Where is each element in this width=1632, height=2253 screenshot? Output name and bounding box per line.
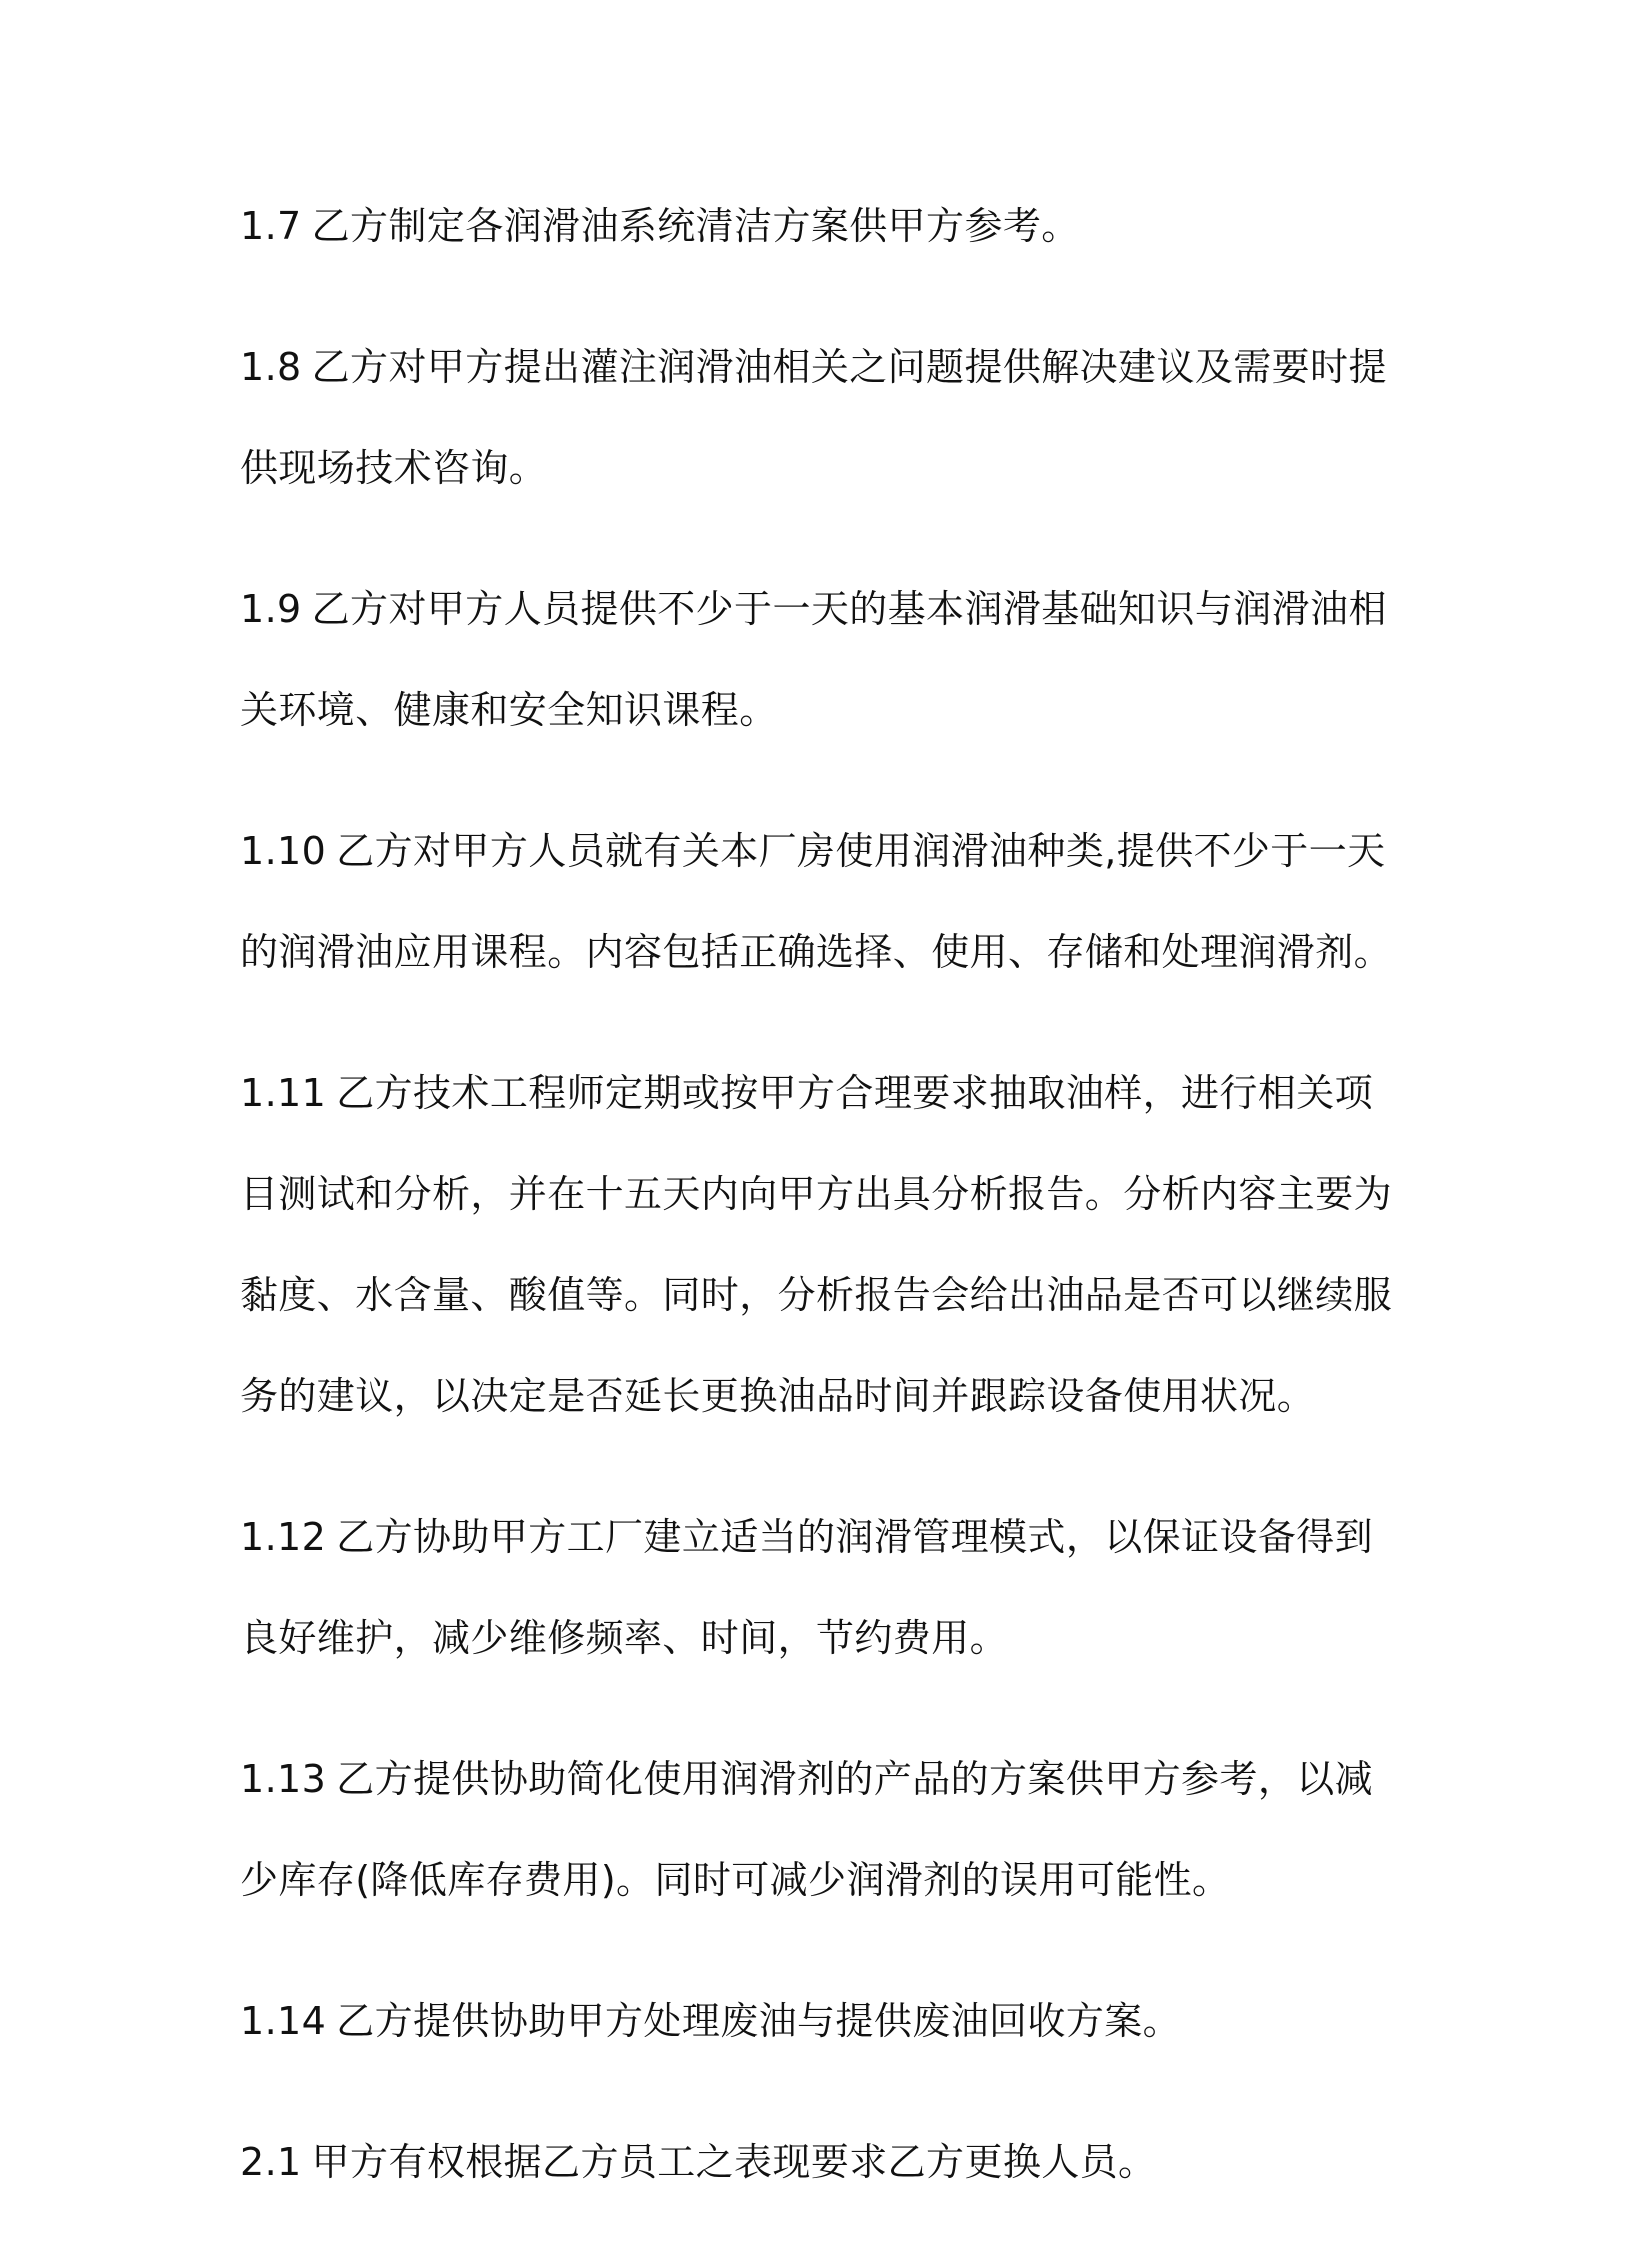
- clause-1-7: [240, 176, 1400, 277]
- clause-1-9: [240, 559, 1400, 761]
- clause-number: 1.14: [240, 1999, 327, 2043]
- clause-text: 乙方制定各润滑油系统清洁方案供甲方参考。: [311, 204, 1080, 248]
- clause-1-10: [240, 801, 1400, 1003]
- clause-number: 2.1: [240, 2140, 302, 2184]
- clause-number: 1.13: [240, 1757, 327, 1801]
- clause-1-13: [240, 1729, 1400, 1931]
- clause-text: 乙方对甲方人员提供不少于一天的基本润滑基础知识与润滑油相关环境、健康和安全知识课程。: [240, 587, 1387, 732]
- clause-number: 1.8: [240, 345, 302, 389]
- clause-1-11: [240, 1043, 1400, 1447]
- clause-text: 乙方对甲方提出灌注润滑油相关之问题提供解决建议及需要时提供现场技术咨询。: [240, 345, 1387, 490]
- document-body: [240, 176, 1400, 2253]
- clause-text: 甲方有权根据乙方员工之表现要求乙方更换人员。: [311, 2140, 1157, 2184]
- clause-number: 1.10: [240, 829, 327, 873]
- clause-number: 1.9: [240, 587, 302, 631]
- clause-text: 乙方协助甲方工厂建立适当的润滑管理模式，以保证设备得到良好维护，减少维修频率、时间，节约费用。: [240, 1515, 1374, 1660]
- clause-text: 乙方提供协助简化使用润滑剂的产品的方案供甲方参考，以减少库存(降低库存费用)。同时可减少润滑剂的误用可能性。: [240, 1757, 1374, 1902]
- clause-1-14: [240, 1971, 1400, 2072]
- clause-number: 1.7: [240, 204, 302, 248]
- clause-2-1: [240, 2112, 1400, 2213]
- clause-1-8: [240, 317, 1400, 519]
- clause-1-12: [240, 1487, 1400, 1689]
- clause-text: 乙方技术工程师定期或按甲方合理要求抽取油样，进行相关项目测试和分析，并在十五天内向甲方出具分析报告。分析内容主要为黏度、水含量、酸值等。同时，分析报告会给出油品是否可以继续服务的建议，以决定是否延长更换油品时间并跟踪设备使用状况。: [240, 1071, 1393, 1418]
- clause-number: 1.11: [240, 1071, 327, 1115]
- clause-number: 1.12: [240, 1515, 327, 1559]
- clause-text: 乙方对甲方人员就有关本厂房使用润滑油种类,提供不少于一天的润滑油应用课程。内容包括正确选择、使用、存储和处理润滑剂。: [240, 829, 1393, 974]
- clause-text: 乙方提供协助甲方处理废油与提供废油回收方案。: [336, 1999, 1182, 2043]
